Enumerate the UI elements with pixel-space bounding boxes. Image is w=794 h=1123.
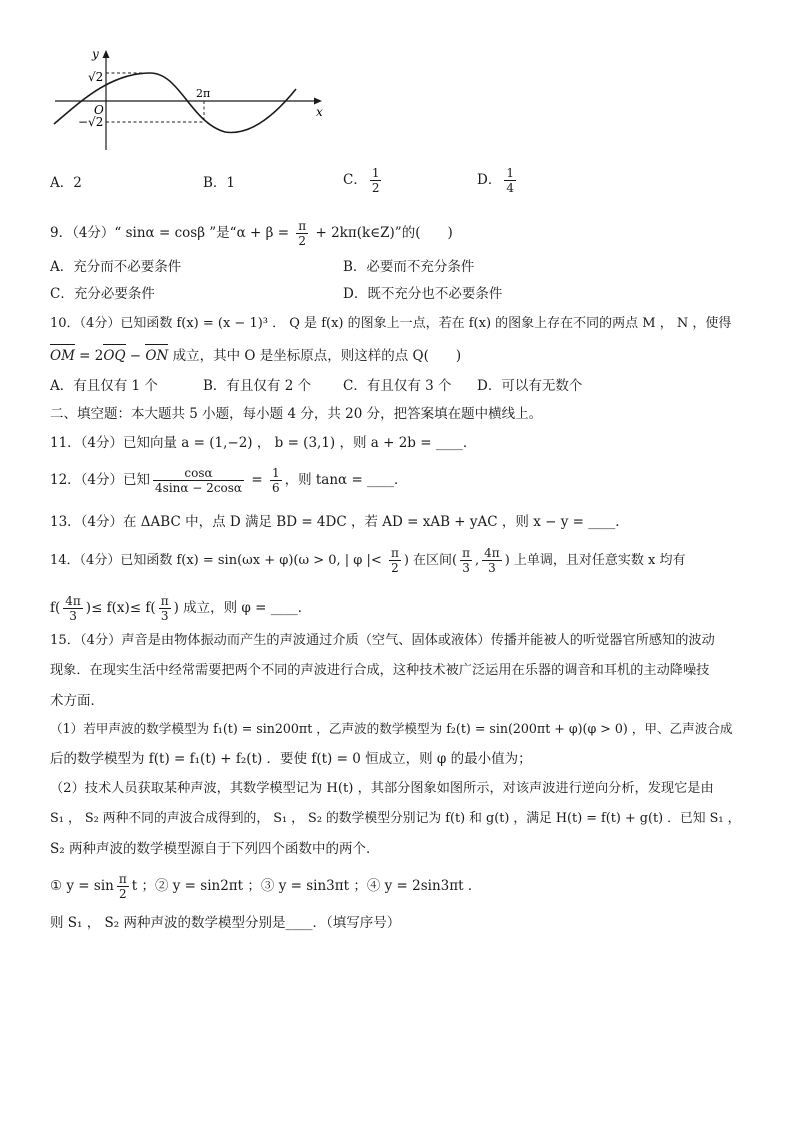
q8-option-a[interactable]: A．2 — [50, 175, 82, 191]
q15-function-list: ① y = sin $\frac{\pi}{2}$ t ；② y = sin2πt ；③ y = sin3πt ；④ y = 2sin3πt ． — [50, 872, 482, 901]
y-label: y — [92, 47, 99, 61]
q15-stem-line3: 术方面． — [50, 693, 104, 709]
q10-option-b[interactable]: B．有且仅有 2 个 — [203, 378, 312, 394]
q9-option-d[interactable]: D．既不充分也不必要条件 — [343, 286, 503, 302]
q8-option-b[interactable]: B．1 — [203, 175, 236, 191]
q10-stem-line2: OM = 2OQ − ON 成立，其中 O 是坐标原点，则这样的点 Q( ) — [50, 348, 462, 364]
q9-option-b[interactable]: B．必要而不充分条件 — [343, 259, 475, 275]
q14-stem-line2: f( $\frac{4\pi}{3}$ )≤ f(x)≤ f( $\frac{\pi}{3}$ ) 成立，则 φ = ____． — [50, 594, 312, 623]
q8-option-d-label: D． — [477, 172, 502, 188]
q9-option-c[interactable]: C．充分必要条件 — [50, 286, 155, 302]
x-label: x — [316, 105, 323, 119]
top-value-label: √2 — [88, 70, 104, 84]
sine-graph — [50, 40, 340, 155]
x-axis-arrow — [314, 98, 322, 105]
q15-part2-line3: S₂ 两种声波的数学模型源自于下列四个函数中的两个． — [50, 841, 380, 857]
q15-stem-line1: 15．（4分）声音是由物体振动而产生的声波通过介质（空气、固体或液体）传播并能被人的听觉器官所感知的波动 — [50, 633, 715, 648]
section-fill-in-heading: 二、填空题：本大题共 5 小题，每小题 4 分，共 20 分，把答案填在题中横线上。 — [50, 406, 543, 422]
tick-label-2pi: 2π — [196, 87, 211, 100]
q13-stem: 13．（4分）在 ΔABC 中，点 D 满足 BD = 4DC ，若 AD = xAB + yAC ，则 x − y = ____． — [50, 514, 629, 530]
q11-stem: 11．（4分）已知向量 a = (1,−2) ， b = (3,1) ，则 a + 2b = ____． — [50, 435, 477, 451]
q12-stem: 12．（4分）已知 $\frac{\cos\alpha}{4\sin\alpha - 2\cos\alpha}$ = $\frac{1}{6}$ ，则 tanα = ____． — [50, 466, 408, 495]
q15-part1-line1: （1）若甲声波的数学模型为 f₁(t) = sin200πt ，乙声波的数学模型为 f₂(t) = sin(200πt + φ)(φ > 0) ，甲、乙声波合成 — [50, 721, 733, 736]
q8-option-c-label: C． — [343, 172, 367, 188]
q15-part1-line2: 后的数学模型为 f(t) = f₁(t) + f₂(t) ．要使 f(t) = 0 恒成立，则 φ 的最小值为； — [50, 751, 532, 767]
q15-part2-line1: （2）技术人员获取某种声波，其数学模型记为 H(t) ，其部分图象如图所示，对该声波进行逆向分析，发现它是由 — [50, 781, 714, 796]
q8-option-d[interactable] — [477, 166, 519, 195]
q15-stem-line2: 现象．在现实生活中经常需要把两个不同的声波进行合成，这种技术被广泛运用在乐器的调音和耳机的主动降噪技 — [50, 663, 710, 678]
q15-part2-line2: S₁ ， S₂ 两种不同的声波合成得到的， S₁ ， S₂ 的数学模型分别记为 f(t) 和 g(t) ，满足 H(t) = f(t) + g(t) ．已知 S₁ ， — [50, 811, 741, 826]
q9-option-a[interactable]: A．充分而不必要条件 — [50, 259, 182, 275]
q10-option-c[interactable]: C．有且仅有 3 个 — [343, 378, 452, 394]
q8-option-c-fraction: $\frac{1}{2}$ — [371, 166, 380, 195]
q10-option-d[interactable]: D．可以有无数个 — [477, 378, 583, 394]
q10-stem-line1: 10．（4分）已知函数 f(x) = (x − 1)³ ． Q 是 f(x) 的图象上一点，若在 f(x) 的图象上存在不同的两点 M ， N ，使得 — [50, 316, 732, 331]
origin-label: O — [94, 103, 104, 117]
q8-option-c[interactable] — [343, 166, 384, 195]
q9-stem: 9．（4分）“ sinα = cosβ ”是“α + β = $\frac{\pi}{2}$ + 2kπ(k∈Z)”的( ) — [50, 219, 453, 248]
q14-stem-line1: 14．（4分）已知函数 f(x) = sin(ωx + φ)(ω > 0, | φ |< $\frac{\pi}{2}$ ) 在区间( $\frac{\pi}{3}$ , $\frac{4\pi}{3}$ ) 上单调，且对任意实数 x 均有 — [50, 546, 686, 575]
q10-option-a[interactable]: A．有且仅有 1 个 — [50, 378, 158, 394]
q8-option-d-fraction: $\frac{1}{4}$ — [506, 166, 514, 195]
bottom-value-label: −√2 — [78, 115, 104, 129]
q15-answer-prompt: 则 S₁ ， S₂ 两种声波的数学模型分别是____．（填写序号） — [50, 915, 401, 931]
y-axis-arrow — [103, 50, 110, 58]
